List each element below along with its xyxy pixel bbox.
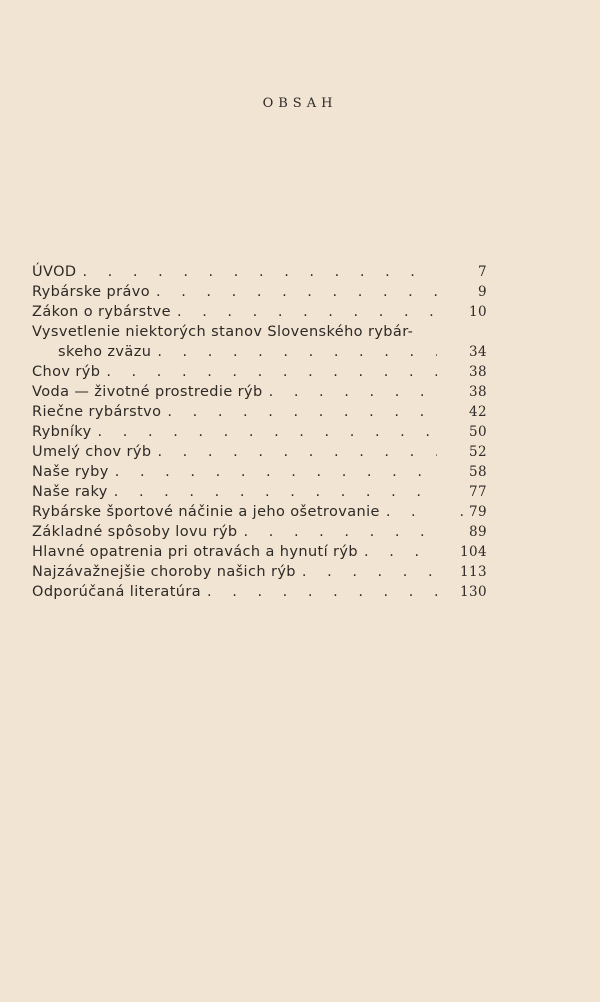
dot-leader — [108, 482, 437, 502]
page-title: OBSAH — [262, 96, 338, 111]
toc-entry-page: 104 — [460, 544, 487, 560]
toc-entry-label: Vysvetlenie niektorých stanov Slovenského rybár- — [32, 324, 414, 340]
toc-entry — [32, 522, 487, 542]
toc-entry-page: 7 — [478, 264, 487, 280]
toc-entry-label: Rybníky — [32, 424, 92, 440]
toc-entry-label: Umelý chov rýb — [32, 444, 152, 460]
toc-entry — [32, 462, 487, 482]
dot-leader — [161, 402, 437, 422]
toc-entry — [32, 262, 487, 282]
toc-entry — [32, 302, 487, 322]
toc-entry-label: Hlavné opatrenia pri otravách a hynutí rýb — [32, 544, 359, 560]
toc-entry-label: ÚVOD — [32, 264, 77, 280]
toc-entry — [32, 542, 487, 562]
toc-entry — [32, 582, 487, 602]
toc-entry-label: Najzávažnejšie choroby našich rýb — [32, 564, 296, 580]
toc-entry-page: 10 — [469, 304, 487, 320]
toc-entry-page: 38 — [469, 384, 487, 400]
toc-entry-page: 9 — [478, 284, 487, 300]
toc-entry-label: Zákon o rybárstve — [32, 304, 171, 320]
toc-entry-page: 38 — [469, 364, 487, 380]
toc-entry-page: 89 — [469, 524, 487, 540]
toc-entry-page: 113 — [460, 564, 487, 580]
toc-entry-label: Chov rýb — [32, 364, 101, 380]
dot-leader — [201, 582, 437, 602]
toc-entry-page: 58 — [469, 464, 487, 480]
toc-entry-label-continued: skeho zväzu — [58, 344, 152, 360]
dot-leader — [380, 502, 437, 522]
toc-entry — [32, 402, 487, 422]
toc-entry — [32, 482, 487, 502]
toc-entry-page: 42 — [469, 404, 487, 420]
toc-entry-page: 50 — [469, 424, 487, 440]
dot-leader — [263, 382, 437, 402]
dot-leader — [296, 562, 437, 582]
toc-entry-label: Naše ryby — [32, 464, 109, 480]
table-of-contents — [32, 262, 487, 602]
toc-entry — [32, 342, 487, 362]
toc-entry-label: Riečne rybárstvo — [32, 404, 162, 420]
toc-entry-label: Odporúčaná literatúra — [32, 584, 202, 600]
toc-entry — [32, 382, 487, 402]
dot-leader — [151, 342, 437, 362]
toc-entry-page: 77 — [469, 484, 487, 500]
toc-entry-page: 52 — [469, 444, 487, 460]
toc-entry-label: Rybárske právo — [32, 284, 150, 300]
toc-entry — [32, 502, 487, 522]
toc-entry — [32, 562, 487, 582]
dot-leader — [171, 302, 437, 322]
dot-leader — [358, 542, 437, 562]
dot-leader — [100, 362, 437, 382]
dot-leader — [238, 522, 437, 542]
toc-entry-label: Rybárske športové náčinie a jeho ošetrovanie — [32, 504, 380, 520]
toc-entry — [32, 362, 487, 382]
dot-leader — [92, 422, 437, 442]
toc-entry-page: . 79 — [459, 504, 487, 520]
toc-entry-label: Naše raky — [32, 484, 108, 500]
toc-entry-page: 130 — [460, 584, 487, 600]
toc-entry — [32, 442, 487, 462]
dot-leader — [76, 262, 437, 282]
toc-entry-label: Základné spôsoby lovu rýb — [32, 524, 238, 540]
toc-entry-label: Voda — životné prostredie rýb — [32, 384, 263, 400]
dot-leader — [151, 442, 437, 462]
toc-entry — [32, 282, 487, 302]
toc-entry-first-line — [32, 322, 487, 342]
dot-leader — [150, 282, 437, 302]
toc-entry-page: 34 — [469, 344, 487, 360]
toc-entry — [32, 422, 487, 442]
dot-leader — [109, 462, 437, 482]
